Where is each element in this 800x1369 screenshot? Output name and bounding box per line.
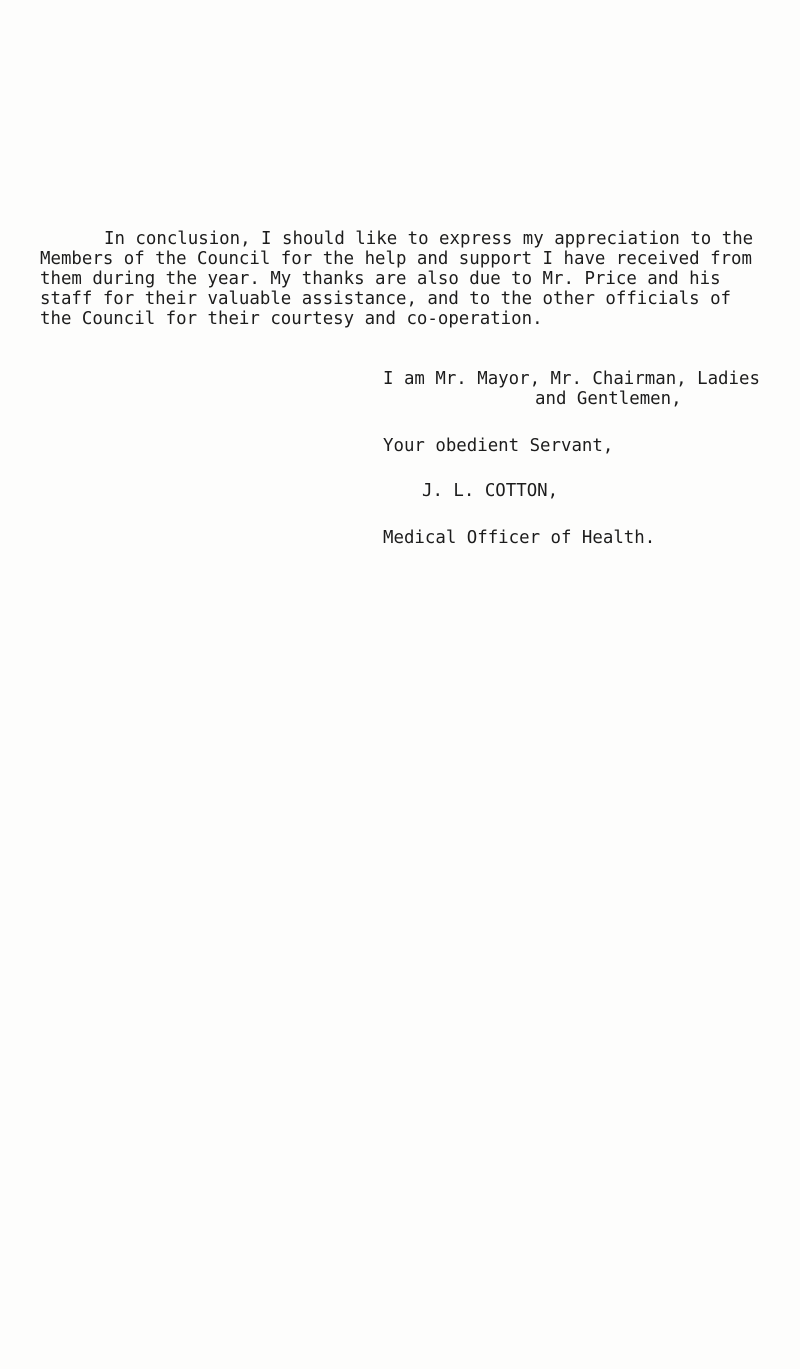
paragraph-line-1: In conclusion, I should like to express my appreciation to the [104, 229, 754, 249]
paragraph-line-4: staff for their valuable assistance, and to the other officials of [40, 289, 732, 309]
paragraph-line-5: the Council for their courtesy and co-operation. [40, 309, 543, 329]
salutation-line-1: I am Mr. Mayor, Mr. Chairman, Ladies [383, 369, 760, 389]
signatory-name: J. L. COTTON, [422, 481, 559, 501]
sign-off: Your obedient Servant, [383, 436, 614, 456]
paragraph-line-3: them during the year. My thanks are also due to Mr. Price and his [40, 269, 721, 289]
conclusion-paragraph [40, 229, 792, 329]
paragraph-line-2: Members of the Council for the help and support I have received from [40, 249, 752, 269]
salutation-line-2: and Gentlemen, [535, 389, 682, 409]
signatory-title: Medical Officer of Health. [383, 528, 656, 548]
